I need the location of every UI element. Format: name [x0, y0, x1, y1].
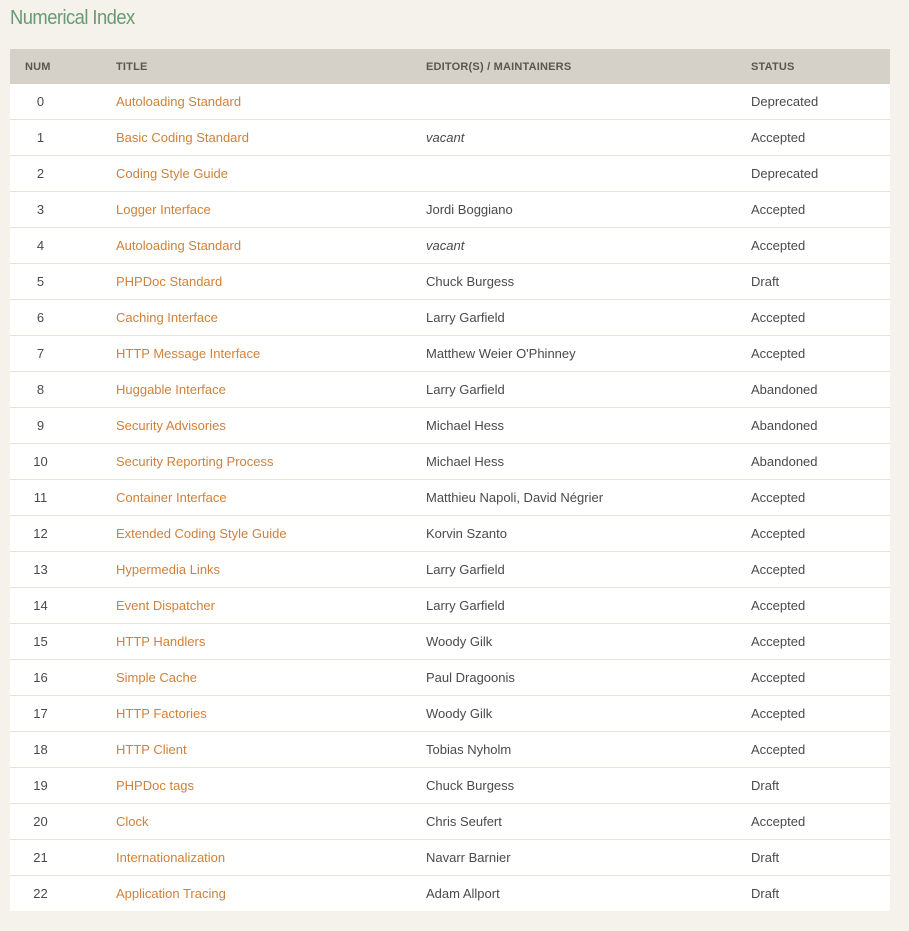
psr-title-cell [116, 732, 426, 768]
psr-editors: Jordi Boggiano [426, 192, 751, 228]
psr-status: Draft [751, 886, 780, 901]
table-body [10, 84, 890, 911]
psr-title-cell [116, 372, 426, 408]
psr-status: Draft [751, 768, 890, 804]
table-row [10, 84, 890, 120]
column-header-title: TITLE [116, 49, 426, 84]
psr-status: Accepted [751, 480, 890, 516]
psr-status: Accepted [751, 588, 890, 624]
psr-editors: Korvin Szanto [426, 516, 751, 552]
psr-title-link[interactable]: HTTP Handlers [116, 634, 206, 649]
psr-title-cell [116, 768, 426, 804]
psr-number: 9 [10, 408, 116, 444]
psr-number: 19 [10, 768, 116, 804]
psr-title-link[interactable]: Basic Coding Standard [116, 130, 249, 145]
psr-title-link[interactable]: HTTP Factories [116, 706, 207, 721]
psr-title-link[interactable]: Security Reporting Process [116, 454, 274, 469]
psr-title-link[interactable]: Extended Coding Style Guide [116, 526, 287, 541]
psr-number: 15 [10, 624, 116, 660]
table-row [10, 408, 890, 444]
psr-editors: Larry Garfield [426, 372, 751, 408]
table-row [10, 588, 890, 624]
table-row [10, 228, 890, 264]
psr-status: Accepted [751, 192, 890, 228]
psr-editors: Paul Dragoonis [426, 660, 751, 696]
psr-number: 5 [10, 264, 116, 300]
psr-title-cell [116, 264, 426, 300]
table-row [10, 156, 890, 192]
psr-number: 10 [10, 444, 116, 480]
psr-number: 2 [10, 156, 116, 192]
psr-title-link[interactable]: Huggable Interface [116, 382, 226, 397]
psr-title-cell [116, 840, 426, 876]
psr-title-link[interactable]: Logger Interface [116, 202, 211, 217]
psr-status: Accepted [751, 228, 890, 264]
psr-title-cell [116, 300, 426, 336]
psr-editors: Chuck Burgess [426, 264, 751, 300]
table-row [10, 624, 890, 660]
psr-status: Accepted [751, 696, 890, 732]
psr-number: 3 [10, 192, 116, 228]
psr-title-cell [116, 588, 426, 624]
psr-title-link[interactable]: PHPDoc tags [116, 778, 195, 793]
psr-title-link[interactable]: HTTP Client [116, 742, 187, 757]
psr-editors: Michael Hess [426, 444, 751, 480]
psr-status: Accepted [751, 804, 890, 840]
psr-title-cell [116, 228, 426, 264]
psr-number: 12 [10, 516, 116, 552]
psr-title-cell [116, 660, 426, 696]
psr-status: Draft [751, 264, 890, 300]
psr-status: Accepted [751, 336, 890, 372]
table-row [10, 876, 890, 912]
psr-title-link[interactable]: Autoloading Standard [116, 94, 242, 109]
psr-editors: Navarr Barnier [426, 840, 751, 876]
table-row [10, 732, 890, 768]
psr-editors: Larry Garfield [426, 300, 751, 336]
psr-number: 1 [10, 120, 116, 156]
table-row [10, 336, 890, 372]
psr-title-link[interactable]: Coding Style Guide [116, 166, 229, 181]
psr-title-cell [116, 156, 426, 192]
table-row [10, 696, 890, 732]
psr-number: 18 [10, 732, 116, 768]
psr-editors: Woody Gilk [426, 624, 751, 660]
psr-title-link[interactable]: HTTP Message Interface [116, 346, 261, 361]
psr-status: Accepted [751, 624, 890, 660]
psr-status: Accepted [751, 300, 890, 336]
table-row [10, 552, 890, 588]
psr-number: 14 [10, 588, 116, 624]
psr-editors: Woody Gilk [426, 696, 751, 732]
psr-title-cell [116, 552, 426, 588]
psr-title-cell [116, 408, 426, 444]
psr-title-cell [116, 804, 426, 840]
table-header [10, 49, 890, 84]
table-row [10, 480, 890, 516]
psr-number: 6 [10, 300, 116, 336]
psr-editors: Michael Hess [426, 408, 751, 444]
psr-editors: vacant [426, 228, 751, 264]
psr-title-cell [116, 516, 426, 552]
page-title: Numerical Index [10, 7, 135, 29]
psr-status: Accepted [751, 732, 890, 768]
psr-editors [426, 84, 751, 120]
psr-title-cell [116, 696, 426, 732]
psr-title-link[interactable]: Application Tracing [116, 886, 226, 901]
table-row [10, 192, 890, 228]
psr-number: 13 [10, 552, 116, 588]
psr-number: 17 [10, 696, 116, 732]
psr-editors: Chris Seufert [426, 804, 751, 840]
psr-title-cell [116, 84, 426, 120]
psr-number: 21 [10, 840, 116, 876]
psr-number: 4 [10, 228, 116, 264]
table-row [10, 300, 890, 336]
psr-status: Draft [751, 840, 890, 876]
psr-title-link[interactable]: Autoloading Standard [116, 238, 242, 253]
psr-status: Abandoned [751, 408, 890, 444]
column-header-editors: EDITOR(S) / MAINTAINERS [426, 49, 751, 84]
table-row [10, 120, 890, 156]
psr-title-link[interactable]: Security Advisories [116, 418, 226, 433]
psr-title-cell [116, 192, 426, 228]
table-row [10, 516, 890, 552]
psr-editors: Matthieu Napoli, David Négrier [426, 480, 751, 516]
psr-title-link[interactable]: Container Interface [116, 490, 227, 505]
psr-editors: Larry Garfield [426, 588, 751, 624]
psr-status: Accepted [751, 516, 890, 552]
psr-title-link[interactable]: Clock [116, 814, 149, 829]
psr-editors: Tobias Nyholm [426, 732, 751, 768]
psr-editors [426, 156, 751, 192]
psr-title-link[interactable]: Internationalization [116, 850, 226, 865]
psr-title-cell [116, 480, 426, 516]
psr-number: 20 [10, 804, 116, 840]
table-row [10, 804, 890, 840]
psr-title-link[interactable]: Hypermedia Links [116, 562, 221, 577]
psr-number: 11 [10, 480, 116, 516]
psr-number: 16 [10, 660, 116, 696]
psr-status: Accepted [751, 552, 890, 588]
psr-title-cell [116, 336, 426, 372]
psr-editors: Larry Garfield [426, 552, 751, 588]
psr-status: Deprecated [751, 84, 890, 120]
table-row [10, 840, 890, 876]
psr-title-link[interactable]: Event Dispatcher [116, 598, 215, 613]
psr-index-table [10, 49, 890, 911]
psr-title-link[interactable]: Simple Cache [116, 670, 197, 685]
psr-title-cell [116, 624, 426, 660]
psr-number: 0 [10, 84, 116, 120]
psr-title-cell [116, 120, 426, 156]
psr-status: Accepted [751, 120, 890, 156]
column-header-status: STATUS [751, 49, 890, 84]
column-header-num: NUM [10, 49, 116, 84]
psr-status: Deprecated [751, 156, 890, 192]
psr-editors: Chuck Burgess [426, 768, 751, 804]
table-row [10, 768, 890, 804]
psr-status: Accepted [751, 660, 890, 696]
psr-number: 22 [33, 886, 48, 901]
psr-title-cell [116, 876, 426, 912]
psr-title-link[interactable]: Caching Interface [116, 310, 218, 325]
table-row [10, 660, 890, 696]
psr-title-cell [116, 444, 426, 480]
table-row [10, 264, 890, 300]
psr-status: Abandoned [751, 444, 890, 480]
psr-number: 7 [10, 336, 116, 372]
psr-number: 8 [10, 372, 116, 408]
psr-editors: vacant [426, 120, 751, 156]
psr-editors: Matthew Weier O'Phinney [426, 336, 751, 372]
psr-status: Abandoned [751, 372, 890, 408]
table-row [10, 444, 890, 480]
psr-editors: Adam Allport [426, 886, 500, 901]
table-row [10, 372, 890, 408]
psr-title-link[interactable]: PHPDoc Standard [116, 274, 223, 289]
